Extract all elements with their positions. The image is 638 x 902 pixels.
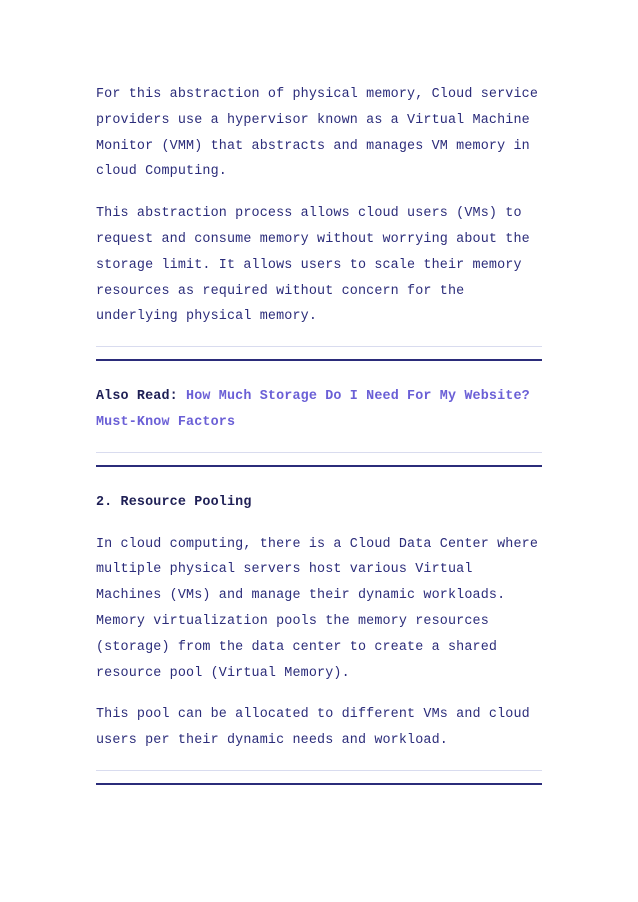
resource-pooling-paragraph-1: In cloud computing, there is a Cloud Data Center where multiple physical servers host various Virtual Machines (VMs) and manage their dynamic workloads. Memory virtualization pools the memory resources (storage) from the data center to create a shared resource pool (Virtual Memory).	[96, 536, 539, 681]
divider-thick-line	[96, 783, 542, 785]
divider-thin-line	[96, 770, 542, 771]
resource-pooling-paragraph-2: This pool can be allocated to different VMs and cloud users per their dynamic needs and workload.	[96, 707, 530, 749]
also-read-block	[96, 384, 542, 436]
section-divider	[96, 452, 542, 468]
article-content	[96, 82, 542, 786]
divider-thin-line	[96, 346, 542, 347]
also-read-label: Also Read:	[96, 389, 178, 405]
divider-thick-line	[96, 359, 542, 361]
section-divider	[96, 770, 542, 786]
divider-thin-line	[96, 452, 542, 453]
section-divider	[96, 346, 542, 362]
intro-paragraph-2: This abstraction process allows cloud users (VMs) to request and consume memory without worrying about the storage limit. It allows users to scale their memory resources as required without concern for the underlying physical memory.	[96, 206, 530, 325]
section-heading-resource-pooling: 2. Resource Pooling	[96, 494, 252, 510]
intro-paragraph-1: For this abstraction of physical memory, Cloud service providers use a hypervisor known as a Virtual Machine Monitor (VMM) that abstracts and manages VM memory in cloud Computing.	[96, 87, 539, 180]
divider-thick-line	[96, 465, 542, 467]
also-read-link[interactable]: How Much Storage Do I Need For My Website? Must-Know Factors	[96, 389, 530, 430]
